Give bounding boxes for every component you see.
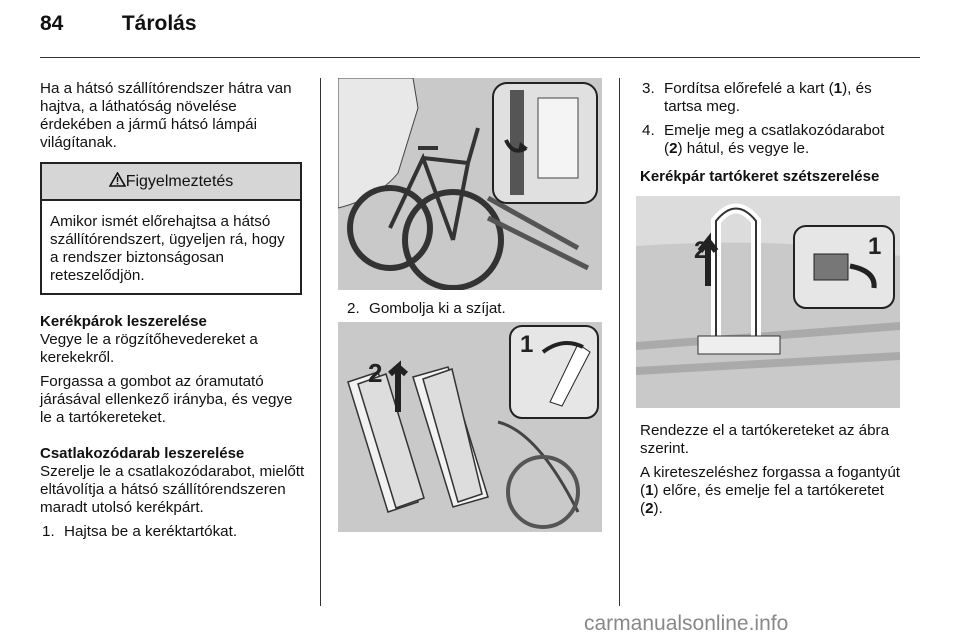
bold-ref: 2 — [645, 500, 654, 517]
text: Emelje meg a csatlakozódarabot ( — [664, 122, 885, 157]
column-divider — [619, 78, 620, 606]
carrier-strap-illustration — [338, 322, 602, 532]
bold-ref: 2 — [669, 140, 678, 157]
column-divider — [320, 78, 321, 606]
column-right — [640, 80, 902, 186]
step-list — [640, 80, 902, 158]
step-number: 2. — [347, 300, 360, 317]
figure-bike-carrier — [338, 78, 602, 290]
figure-label-2: 2 — [694, 237, 708, 264]
section-heading: Kerékpár tartókeret szétszerelése — [640, 168, 880, 185]
paragraph: Szerelje le a csatlakozódarabot, mielőtt eltávolítja a hátsó szállítórendszeren maradt utolsó kerékpárt. — [40, 463, 305, 516]
figure-label-2: 2 — [368, 358, 383, 388]
column-left — [40, 80, 306, 547]
step-number: 1. — [42, 523, 55, 540]
page-header — [40, 12, 197, 36]
list-item — [640, 122, 902, 158]
text: Fordítsa előrefelé a kart ( — [664, 80, 834, 97]
intro-paragraph: Ha a hátsó szállítórendszer hátra van hajtva, a láthatóság növelése érdekében a jármű hátsó lámpái világítanak. — [40, 80, 292, 151]
figure-frame-dismantle — [636, 196, 900, 408]
section-heading: Csatlakozódarab leszerelése — [40, 445, 245, 462]
bold-ref: 1 — [833, 80, 843, 97]
warning-box — [40, 162, 302, 295]
step-list — [345, 300, 607, 318]
bicycle-illustration — [338, 78, 602, 290]
column-right-lower — [640, 422, 906, 524]
page-number: 84 — [40, 12, 64, 35]
warning-title: Figyelmeztetés — [125, 173, 234, 190]
warning-triangle-icon — [109, 172, 126, 187]
column-middle — [345, 300, 607, 324]
text: A kireteszeléshez forgassa a fogantyút ( — [640, 464, 901, 499]
list-item — [640, 80, 902, 116]
text: ), és tartsa meg. — [664, 80, 872, 115]
list-item — [40, 523, 306, 541]
warning-title-bar — [42, 164, 300, 201]
paragraph: Forgassa a gombot az óramutató járásával ellenkező irányba, és vegye le a tartókereteket. — [40, 373, 293, 426]
list-item — [345, 300, 607, 318]
warning-body: Amikor ismét előrehajtsa a hátsó szállítórendszert, ügyeljen rá, hogy a rendszer biztonságosan reteszelődjön. — [50, 213, 285, 284]
page-title: Tárolás — [121, 12, 197, 35]
figure-label-1: 1 — [520, 331, 534, 358]
bold-ref: 1 — [645, 482, 654, 499]
frame-illustration — [636, 196, 900, 408]
text: ) előre, és emelje fel a tartókeretet ( — [640, 482, 884, 517]
section-heading: Kerékpárok leszerelése — [40, 313, 207, 330]
step-number: 3. — [642, 80, 655, 97]
paragraph: Vegye le a rögzítőhevedereket a kerekekről. — [40, 331, 258, 366]
step-text: Gombolja ki a szíjat. — [369, 300, 506, 317]
paragraph: Rendezze el a tartókereteket az ábra szerint. — [640, 422, 890, 457]
paragraph — [640, 464, 906, 518]
figure-strap — [338, 322, 602, 532]
header-rule — [40, 57, 920, 58]
figure-label-1: 1 — [868, 233, 882, 260]
text: ). — [653, 500, 663, 517]
step-list — [40, 523, 306, 541]
watermark: carmanualsonline.info — [584, 612, 789, 635]
step-text: Hajtsa be a keréktartókat. — [64, 523, 238, 540]
step-number: 4. — [642, 122, 655, 139]
text: ) hátul, és vegye le. — [677, 140, 810, 157]
